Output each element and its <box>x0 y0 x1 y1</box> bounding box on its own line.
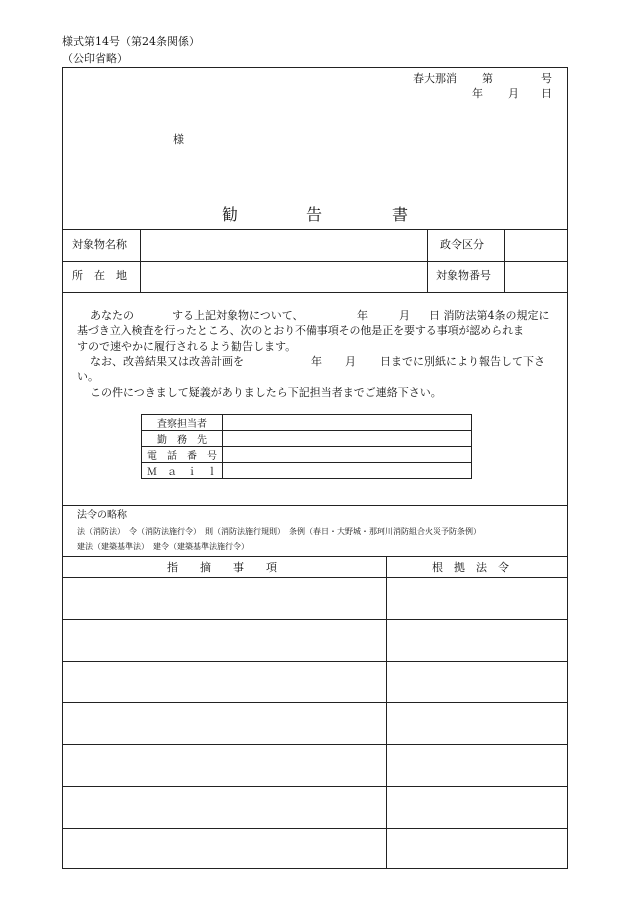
legal-basis-column-header: 根 拠 法 令 <box>432 561 509 574</box>
property-number-field[interactable] <box>505 262 567 291</box>
abbrev-line1: 法（消防法） 令（消防法施行令） 則（消防法施行規則） 条例（春日・大野城・那珂川消防組合火災予防条例） <box>77 527 481 536</box>
contact-label: Ｍ ａ ｉ ｌ <box>142 463 223 479</box>
finding-cell[interactable] <box>63 578 385 618</box>
finding-cell[interactable] <box>63 703 385 743</box>
legal-basis-cell[interactable] <box>387 578 567 618</box>
legal-basis-cell[interactable] <box>387 745 567 785</box>
title-char-2: 告 <box>306 205 323 224</box>
legal-basis-cell[interactable] <box>387 703 567 743</box>
doc-number-dai: 第 <box>482 72 493 85</box>
property-name-label: 対象物名称 <box>72 238 127 251</box>
ordinance-class-field[interactable] <box>505 230 567 260</box>
contact-label: 査察担当者 <box>142 415 223 431</box>
title-char-3: 書 <box>392 205 409 224</box>
legal-basis-cell[interactable] <box>387 620 567 660</box>
body-p1-year: 年 <box>357 309 368 322</box>
contact-value-mail[interactable] <box>223 463 472 479</box>
body-p2-b: 日までに別紙により報告して下さ <box>380 355 545 368</box>
form-number: 様式第14号（第24条関係） <box>62 35 200 48</box>
date-day: 日 <box>541 87 552 100</box>
body-p1-c: 日 消防法第4条の規定に <box>429 309 550 322</box>
contact-value-inspector[interactable] <box>223 415 472 431</box>
location-label: 所 在 地 <box>72 269 127 282</box>
location-field[interactable] <box>141 262 426 291</box>
contact-label: 電 話 番 号 <box>142 447 223 463</box>
body-p1-b: する上記対象物について、 <box>172 309 304 322</box>
contact-row <box>142 463 472 479</box>
body-p2-line2: い。 <box>77 370 99 383</box>
ordinance-class-label: 政令区分 <box>440 238 484 251</box>
legal-basis-cell[interactable] <box>387 829 567 868</box>
divider <box>62 556 568 557</box>
body-p3: この件につきまして疑義がありましたら下記担当者までご連絡下さい。 <box>90 386 442 399</box>
body-p2-month: 月 <box>345 355 356 368</box>
addressee-sama: 様 <box>173 133 184 146</box>
contact-value-phone[interactable] <box>223 447 472 463</box>
contact-row <box>142 431 472 447</box>
body-p1-line3: すので速やかに履行されるよう勧告します。 <box>77 340 297 353</box>
body-p1-a: あなたの <box>90 309 134 322</box>
divider <box>427 229 428 292</box>
contact-row <box>142 447 472 463</box>
finding-cell[interactable] <box>63 620 385 660</box>
body-p1-month: 月 <box>399 309 410 322</box>
contact-value-office[interactable] <box>223 431 472 447</box>
contact-label: 勤 務 先 <box>142 431 223 447</box>
finding-cell[interactable] <box>63 829 385 868</box>
seal-omitted-note: （公印省略） <box>62 52 128 65</box>
title-char-1: 勧 <box>222 205 239 224</box>
finding-cell[interactable] <box>63 787 385 827</box>
findings-column-header: 指 摘 事 項 <box>167 561 277 574</box>
finding-cell[interactable] <box>63 662 385 701</box>
date-month: 月 <box>508 87 519 100</box>
property-number-label: 対象物番号 <box>436 269 491 282</box>
abbrev-heading: 法令の略称 <box>77 510 127 521</box>
divider <box>62 292 568 293</box>
contact-row <box>142 415 472 431</box>
doc-number-go: 号 <box>541 72 552 85</box>
legal-basis-cell[interactable] <box>387 787 567 827</box>
abbrev-line2: 建法（建築基準法） 建令（建築基準法施行令） <box>77 542 249 551</box>
date-year: 年 <box>472 87 483 100</box>
issuer-code: 春大那消 <box>413 72 457 85</box>
contact-table <box>141 414 472 479</box>
finding-cell[interactable] <box>63 745 385 785</box>
divider <box>62 505 568 506</box>
legal-basis-cell[interactable] <box>387 662 567 701</box>
body-p2-year: 年 <box>311 355 322 368</box>
body-p2-a: なお、改善結果又は改善計画を <box>90 355 244 368</box>
body-p1-line2: 基づき立入検査を行ったところ、次のとおり不備事項その他是正を要する事項が認められま <box>77 324 524 337</box>
property-name-field[interactable] <box>141 230 426 260</box>
